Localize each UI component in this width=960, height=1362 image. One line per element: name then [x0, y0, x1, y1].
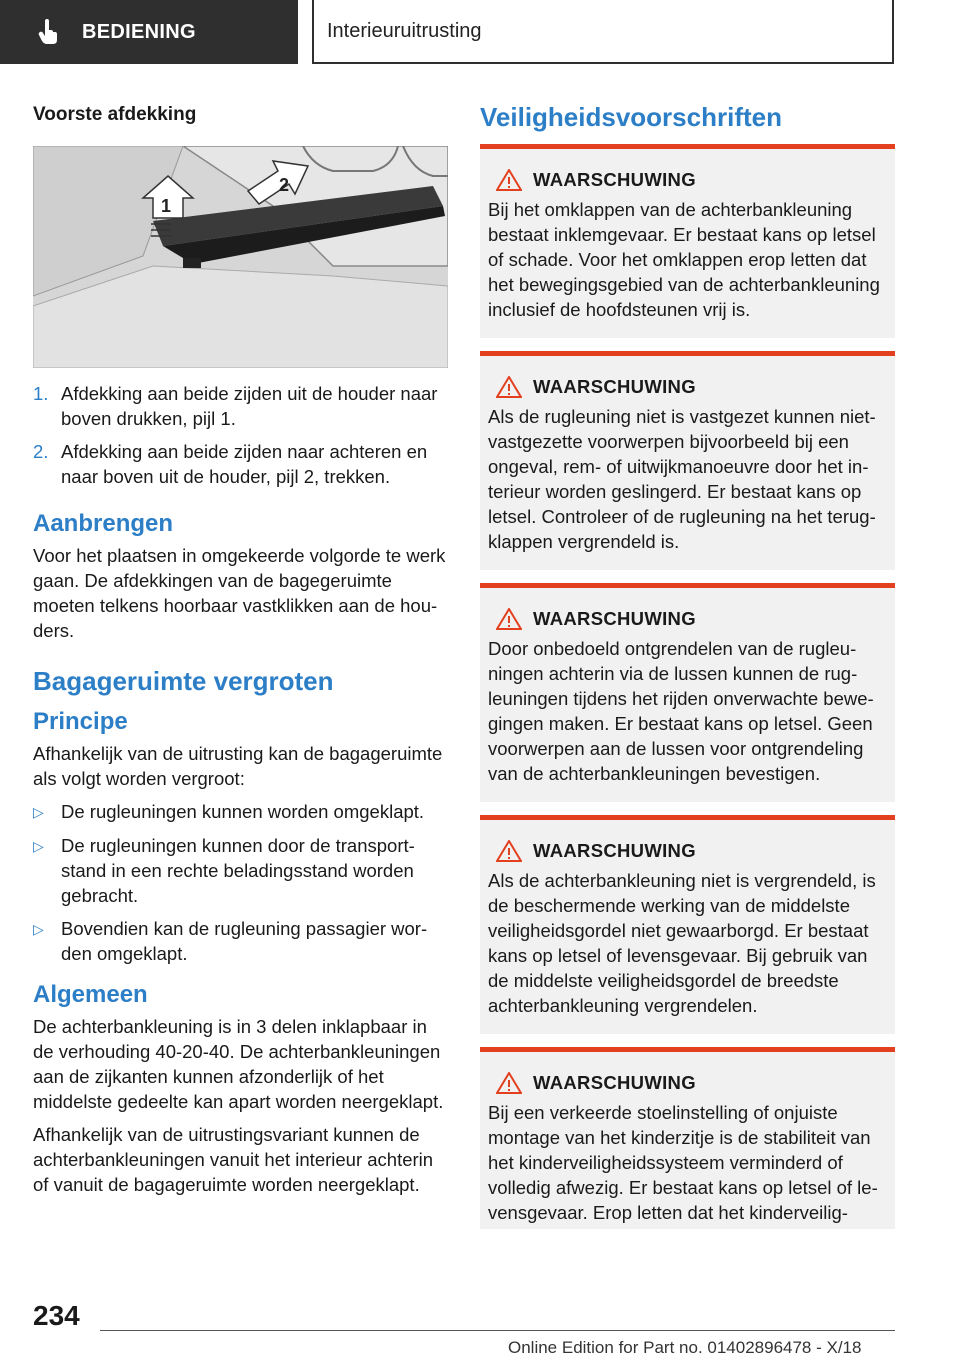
subheading-voorste-afdekking: Voorste afdekking [33, 104, 197, 125]
hand-pointer-icon [38, 19, 60, 45]
warning-box [480, 583, 895, 802]
step-item [33, 381, 448, 431]
warning-box [480, 144, 895, 338]
triangle-bullet-icon: ▷ [33, 804, 44, 820]
chapter-tab[interactable] [0, 0, 298, 64]
section-header [312, 0, 894, 64]
triangle-bullet-icon: ▷ [33, 921, 44, 937]
principe-text: Afhankelijk van de uitrusting kan de bagageruimte als volgt worden vergroot: [33, 743, 443, 789]
warning-box [480, 1047, 895, 1229]
edition-note: Online Edition for Part no. 01402896478 - X/18 [508, 1338, 862, 1357]
warning-triangle-icon [496, 376, 522, 398]
list-item [33, 833, 448, 908]
warning-text: Als de achterbankleuning niet is vergrendeld, is de beschermende werking van de middelste veiligheidsgordel niet gewaarborgd. Er bestaat kans op letsel of levensgevaar. Bij gebruik van de middelste veiligheidsgordel de breedste achterbankleuning vergrendelen. [488, 870, 876, 1016]
bullet-text: De rugleuningen kunnen door de transportstand in een rechte beladingsstand worden gebracht. [61, 835, 415, 906]
footer-divider [100, 1330, 895, 1331]
right-column [480, 100, 895, 1242]
heading-veiligheidsvoorschriften: Veiligheidsvoorschriften [480, 102, 782, 132]
arrow-1-label: 1 [161, 196, 172, 216]
step-item [33, 439, 448, 489]
list-item [33, 799, 448, 825]
step-number: 2. [33, 441, 49, 462]
heading-algemeen: Algemeen [33, 981, 148, 1008]
cover-removal-illustration [33, 146, 448, 368]
heading-bagageruimte-vergroten: Bagageruimte vergroten [33, 666, 334, 696]
warning-box [480, 815, 895, 1034]
warning-text: Bij het omklappen van de achterbankleuning bestaat inklemgevaar. Er bestaat kans op letsel of schade. Voor het omklappen erop letten dat het bewegingsgebied van de achterbankleuning inclusief de hoofdsteunen vrij is. [488, 199, 880, 320]
step-text: Afdekking aan beide zijden uit de houder naar boven drukken, pijl 1. [61, 383, 438, 429]
warning-triangle-icon [496, 1072, 522, 1094]
aanbrengen-text: Voor het plaatsen in omgekeerde volgorde te werk gaan. De afdekkingen van de bagegeruimte moeten telkens hoorbaar vastklikken aan de houders. [33, 545, 446, 641]
warning-triangle-icon [496, 169, 522, 191]
warning-title: WAARSCHUWING [533, 1072, 696, 1093]
chapter-label: BEDIENING [82, 20, 196, 43]
warning-title: WAARSCHUWING [533, 169, 696, 190]
warning-text: Als de rugleuning niet is vastgezet kunnen niet-vastgezette voorwerpen bijvoorbeeld bij een ongeval, rem- of uitwijkmanoeuvre door het interieur worden geslingerd. Er bestaat kans op letsel. Controleer of de rugleuning na het terugklappen vergrendeld is. [488, 406, 876, 552]
heading-aanbrengen: Aanbrengen [33, 510, 174, 537]
bullet-text: De rugleuningen kunnen worden omgeklapt. [61, 801, 425, 822]
warning-triangle-icon [496, 840, 522, 862]
warning-triangle-icon [496, 608, 522, 630]
warning-title: WAARSCHUWING [533, 376, 696, 397]
principe-bullet-list [33, 799, 448, 966]
algemeen-text-1: De achterbankleuning is in 3 delen inklapbaar in de verhouding 40-20-40. De achterbankleuningen aan de zijkanten kunnen afzonderlijk of het middelste gedeelte kan apart worden neergeklapt. [33, 1016, 444, 1112]
bullet-text: Bovendien kan de rugleuning passagier worden omgeklapt. [61, 918, 428, 964]
step-number: 1. [33, 383, 49, 404]
section-label: Interieuruitrusting [327, 19, 482, 42]
warning-box [480, 351, 895, 570]
warning-title: WAARSCHUWING [533, 840, 696, 861]
step-text: Afdekking aan beide zijden naar achteren en naar boven uit de houder, pijl 2, trekken. [61, 441, 428, 487]
page-number: 234 [33, 1300, 80, 1331]
algemeen-text-2: Afhankelijk van de uitrustingsvariant kunnen de achterbankleuningen vanuit het interieur achterin of vanuit de bagageruimte worden neergeklapt. [33, 1124, 434, 1195]
warning-text: Bij een verkeerde stoelinstelling of onjuiste montage van het kinderzitje is de stabiliteit van het kinderveiligheidssysteem verminderd of volledig afwezig. Er bestaat kans op letsel of levensgevaar. Erop letten dat het kinderveilig- [488, 1102, 878, 1223]
heading-principe: Principe [33, 708, 128, 735]
list-item [33, 916, 448, 966]
steps-list [33, 381, 448, 489]
left-column [33, 100, 448, 1205]
warning-title: WAARSCHUWING [533, 608, 696, 629]
arrow-2-label: 2 [279, 175, 290, 195]
warning-text: Door onbedoeld ontgrendelen van de rugleuningen achterin via de lussen kunnen de rugleuningen tijdens het rijden onverwachte bewegingen maken. Er bestaat kans op letsel. Geen voorwerpen aan de lussen voor ontgrendeling van de achterbankleuningen bevestigen. [488, 638, 874, 784]
triangle-bullet-icon: ▷ [33, 838, 44, 854]
